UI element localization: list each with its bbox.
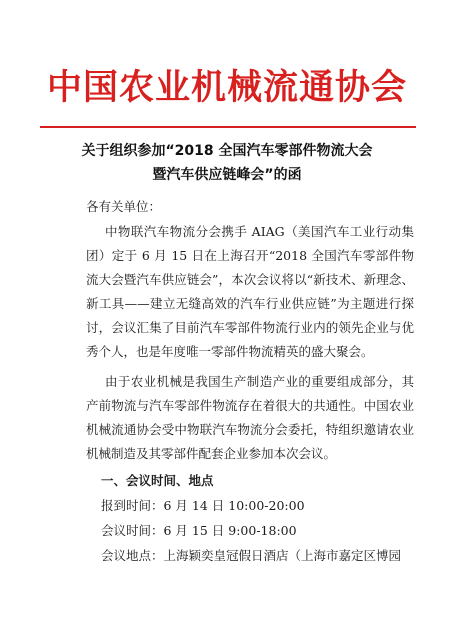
section-1-heading: 一、会议时间、地点 bbox=[101, 473, 214, 488]
paragraph-2-line-2: 产前物流与汽车零部件物流存在着很大的共通性。中国农业 bbox=[86, 398, 414, 413]
registration-time: 报到时间：6 月 14 日 10:00-20:00 bbox=[101, 498, 305, 513]
letterhead-org-name: 中国农业机械流通协会 bbox=[46, 67, 407, 108]
paragraph-2-line-4: 机械制造及其零部件配套企业参加本次会议。 bbox=[86, 446, 337, 461]
paragraph-1-line-4: 新工具——建立无缝高效的汽车行业供应链”为主题进行探 bbox=[86, 296, 414, 311]
paragraph-1-line-3: 流大会暨汽车供应链会”，本次会议将以“新技术、新理念、 bbox=[86, 272, 414, 287]
paragraph-1-line-1: 中物联汽车物流分会携手 AIAG（美国汽车工业行动集 bbox=[105, 224, 414, 239]
letterhead-divider bbox=[40, 126, 416, 128]
paragraph-2-line-3: 机械流通协会受中物联汽车物流分会委托，特组织邀请农业 bbox=[86, 422, 414, 437]
paragraph-1-line-2: 团）定于 6 月 15 日在上海召开“2018 全国汽车零部件物 bbox=[86, 248, 414, 263]
document-title-line-1: 关于组织参加“2018 全国汽车零部件物流大会 bbox=[81, 143, 373, 159]
salutation: 各有关单位： bbox=[86, 199, 162, 214]
paragraph-2-line-1: 由于农业机械是我国生产制造产业的重要组成部分，其 bbox=[105, 374, 414, 389]
paragraph-1-line-5: 讨，会议汇集了目前汽车零部件物流行业内的领先企业与优 bbox=[86, 320, 414, 335]
meeting-place: 会议地点：上海颖奕皇冠假日酒店（上海市嘉定区博园 bbox=[101, 548, 402, 563]
paragraph-1-line-6: 秀个人，也是年度唯一零部件物流精英的盛大聚会。 bbox=[86, 344, 374, 359]
meeting-time: 会议时间：6 月 15 日 9:00-18:00 bbox=[101, 523, 297, 538]
document-title-line-2: 暨汽车供应链峰会”的函 bbox=[152, 167, 302, 183]
